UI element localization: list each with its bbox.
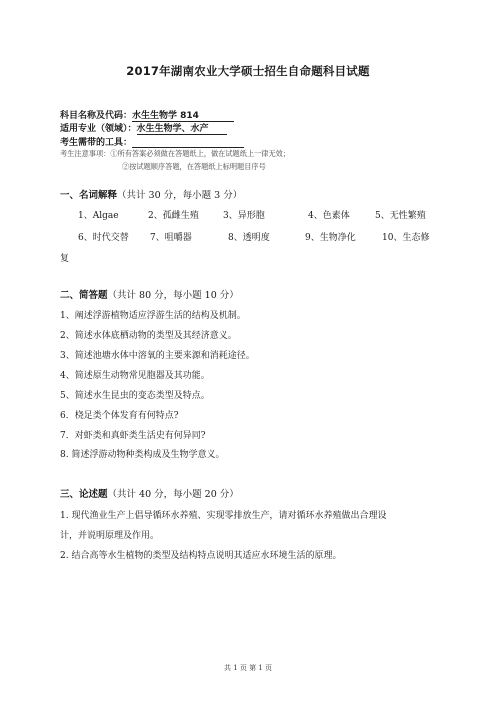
subject-label: 科目名称及代码： <box>60 111 133 121</box>
essay-question-1-line-2: 计，并说明原理及作用。 <box>60 531 160 541</box>
term-item: 6、时代交替 <box>78 233 129 243</box>
term-wrap: 复 <box>60 254 70 264</box>
major-label: 适用专业（领域）： <box>60 124 137 134</box>
section-1-detail: （共计 30 分，每小题 3 分） <box>117 190 243 201</box>
major-row <box>60 121 227 135</box>
term-item: 2、孤雌生殖 <box>148 211 199 221</box>
subject-row <box>60 108 234 122</box>
question-item: 2、简述水体底栖动物的类型及其经济意义。 <box>60 331 237 341</box>
notice-line-2: ②按试题顺序答题，在答题纸上标明题目序号 <box>122 162 266 171</box>
page-footer: 共 1 页 第 1 页 <box>223 664 273 672</box>
section-3-title: 三、论述题 <box>60 489 108 500</box>
question-item: 3、简述池塘水体中溶氧的主要来源和消耗途径。 <box>60 351 255 361</box>
term-item: 5、无性繁殖 <box>375 211 426 221</box>
term-item: 9、生物净化 <box>305 233 356 243</box>
essay-question-2: 2. 结合高等水生植物的类型及结构特点说明其适应水环境生活的原理。 <box>60 551 342 561</box>
question-item: 6．桡足类个体发育有何特点? <box>60 411 179 421</box>
term-item: 8、透明度 <box>228 233 270 243</box>
question-item: 8. 简述浮游动物种类构成及生物学意义。 <box>60 450 225 460</box>
question-item: 4、简述原生动物常见胞器及其功能。 <box>60 371 210 381</box>
notice-line-1: 考生注意事项：①所有答案必须做在答题纸上，做在试题纸上一律无效； <box>60 149 291 158</box>
page-title: 2017年湖南农业大学硕士招生自命题科目试题 <box>126 64 370 78</box>
section-1-title: 一、名词解释 <box>60 190 118 201</box>
tools-label: 考生需带的工具： <box>60 138 133 148</box>
question-item: 5、简述水生昆虫的变态类型及特点。 <box>60 391 210 401</box>
tools-value <box>132 136 244 148</box>
question-item: 7．对虾类和真虾类生活史有何异同? <box>60 431 206 441</box>
major-value: 水生生物学、水产 <box>137 121 227 135</box>
question-item: 1、阐述浮游植物适应浮游生活的结构及机制。 <box>60 311 246 321</box>
term-item: 7、咀嚼器 <box>150 233 192 243</box>
essay-question-1-line-1: 1. 现代渔业生产上倡导循环水养殖、实现零排放生产，请对循环水养殖做出合理设 <box>60 511 387 521</box>
section-1-heading <box>60 187 242 201</box>
section-3-detail: （共计 40 分，每小题 20 分） <box>107 489 239 500</box>
section-2-detail: （共计 80 分，每小题 10 分） <box>107 290 239 301</box>
section-3-heading <box>60 486 239 500</box>
term-item: 10、生态修 <box>382 233 430 243</box>
term-item: 4、色素体 <box>308 211 350 221</box>
section-2-title: 二、简答题 <box>60 290 108 301</box>
term-item: 3、异形胞 <box>223 211 265 221</box>
term-item: 1、Algae <box>78 211 119 221</box>
subject-value: 水生生物学 814 <box>132 108 234 122</box>
tools-row <box>60 135 244 148</box>
section-2-heading <box>60 287 239 301</box>
